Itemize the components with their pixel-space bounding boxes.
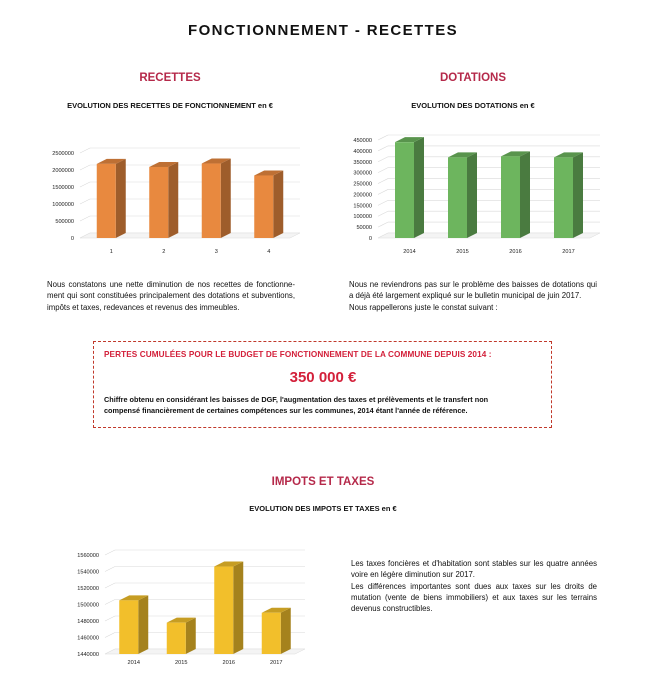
y-tick-label: 400000 [353,148,372,155]
gridline-depth [105,633,115,638]
y-tick-label: 2500000 [52,151,74,157]
bar [97,159,126,238]
y-tick-label: 500000 [55,219,74,225]
bar [395,137,424,238]
gridline-depth [378,168,388,173]
y-tick-label: 1500000 [52,185,74,191]
dotations-paragraph-line: a déjà été largement expliqué sur le bulletin municipal de juin 2017. [349,291,582,301]
impots-heading: IMPOTS ET TAXES [271,476,375,488]
impots-paragraph-line: mutation (vente de biens immobiliers) et aux taxes sur les terrains [351,592,597,602]
dotations-paragraph-line: Nous ne reviendrons pas sur le problème des baisses de dotations qui [349,280,597,289]
gridline-depth [105,567,115,572]
y-tick-label: 1460000 [77,635,99,642]
y-tick-label: 1500000 [77,602,99,609]
dotations-paragraph-line: Nous rappellerons juste le constat suivant : [349,302,498,312]
gridline-depth [105,600,115,605]
bar-side [221,159,231,238]
y-tick-label: 450000 [353,138,372,144]
bar [149,162,178,238]
dotations-heading: DOTATIONS [439,72,506,84]
gridline-depth [378,146,388,151]
y-tick-label: 300000 [353,170,372,177]
bar [554,152,583,238]
bar-front [167,623,186,654]
bar-side [573,152,583,238]
y-tick-label: 250000 [353,181,372,188]
y-tick-label: 1480000 [77,619,99,625]
impots-paragraph-line: devenus constructibles. [351,604,433,614]
bar-side [168,162,178,238]
gridline-depth [378,189,388,194]
y-tick-label: 100000 [353,214,372,221]
bar-front [119,600,138,654]
recettes-paragraph [47,279,295,313]
gridline-depth [378,157,388,162]
bar-front [254,175,273,238]
bar-side [281,608,291,654]
bar [501,151,530,238]
bar-front [97,164,116,238]
y-tick-label: 200000 [353,192,372,199]
impots-paragraph-line: Les taxes foncières et d'habitation sont stables sur les quatre années [351,559,597,568]
bar-side [273,170,283,238]
bar-side [116,159,126,238]
bar-front [214,567,233,654]
gridline-depth [80,199,90,204]
recettes-chart-title: EVOLUTION DES RECETTES DE FONCTIONNEMENT en € [67,101,273,110]
gridline-depth [80,148,90,153]
y-tick-label: 1440000 [77,652,99,658]
y-tick-label: 150000 [353,203,372,210]
page-title: FONCTIONNEMENT - RECETTES [188,22,458,39]
y-tick-label: 1520000 [77,586,99,592]
losses-explanation [104,394,488,416]
y-tick-label: 2000000 [52,168,74,174]
recettes-paragraph-line: impôts et taxes, redevances et revenus des immeubles. [47,302,240,312]
bar [167,618,196,654]
bar-side [233,562,243,654]
x-tick-label: 2016 [222,660,235,666]
x-tick-label: 2017 [270,660,283,666]
losses-amount: 350 000 € [289,369,357,386]
gridline-depth [80,165,90,170]
bar-side [520,151,530,238]
bar-front [395,142,414,238]
y-tick-label: 0 [368,236,372,242]
bar-front [262,613,281,654]
bar-front [448,157,467,238]
x-tick-label: 1 [109,249,113,255]
losses-explanation-line: Chiffre obtenu en considérant les baisses de DGF, l'augmentation des taxes et prélèvements et le transfert non [104,395,489,404]
dotations-chart [330,112,630,262]
bar-front [501,156,520,238]
bar-side [467,152,477,238]
y-tick-label: 1540000 [77,569,99,576]
gridline-depth [378,135,388,140]
y-tick-label: 1000000 [52,202,74,208]
impots-paragraph-line: Les différences importantes sont dues aux taxes sur les droits de [351,581,597,591]
x-tick-label: 2016 [509,249,522,255]
x-tick-label: 2017 [562,249,575,255]
x-tick-label: 2014 [127,660,140,666]
y-tick-label: 350000 [353,159,372,166]
bar [262,608,291,654]
gridline-depth [105,583,115,588]
bar-side [414,137,424,238]
bar-side [138,595,148,654]
x-tick-label: 2015 [456,249,469,255]
losses-explanation-line: compensé financièrement de certaines compétences sur les communes, 2014 étant l'année de référence. [104,406,468,415]
bar [254,170,283,238]
x-tick-label: 3 [214,249,218,255]
y-tick-label: 1560000 [77,553,99,559]
impots-paragraph [351,558,597,614]
bar [448,152,477,238]
impots-paragraph-line: voire en légère diminution sur 2017. [351,570,475,580]
recettes-paragraph-line: Nous constatons une nette diminution de nos recettes de fonctionne- [47,280,295,289]
x-tick-label: 2014 [403,249,416,255]
recettes-heading: RECETTES [139,72,201,84]
bar-front [554,157,573,238]
bar [202,159,231,238]
bar-side [186,618,196,654]
dotations-paragraph [349,279,597,313]
gridline-depth [80,182,90,187]
y-tick-label: 0 [70,236,74,242]
gridline-depth [105,550,115,555]
recettes-chart [0,112,310,262]
x-tick-label: 2 [162,249,166,255]
bar [119,595,148,654]
bar-front [149,167,168,238]
impots-chart-title: EVOLUTION DES IMPOTS ET TAXES en € [249,504,397,513]
x-tick-label: 2015 [175,660,188,666]
bar [214,562,243,654]
gridline-depth [378,222,388,227]
dotations-chart-title: EVOLUTION DES DOTATIONS en € [411,101,535,110]
impots-chart [50,530,340,672]
gridline-depth [80,216,90,221]
gridline-depth [378,211,388,216]
x-tick-label: 4 [267,249,271,255]
bar-front [202,164,221,238]
gridline-depth [378,200,388,205]
gridline-depth [105,616,115,621]
recettes-paragraph-line: ment qui sont constituées principalement des dotations et subventions, [47,291,295,301]
y-tick-label: 50000 [356,225,372,232]
losses-heading: PERTES CUMULÉES POUR LE BUDGET DE FONCTIONNEMENT DE LA COMMUNE DEPUIS 2014 : [104,350,492,359]
gridline-depth [378,179,388,184]
